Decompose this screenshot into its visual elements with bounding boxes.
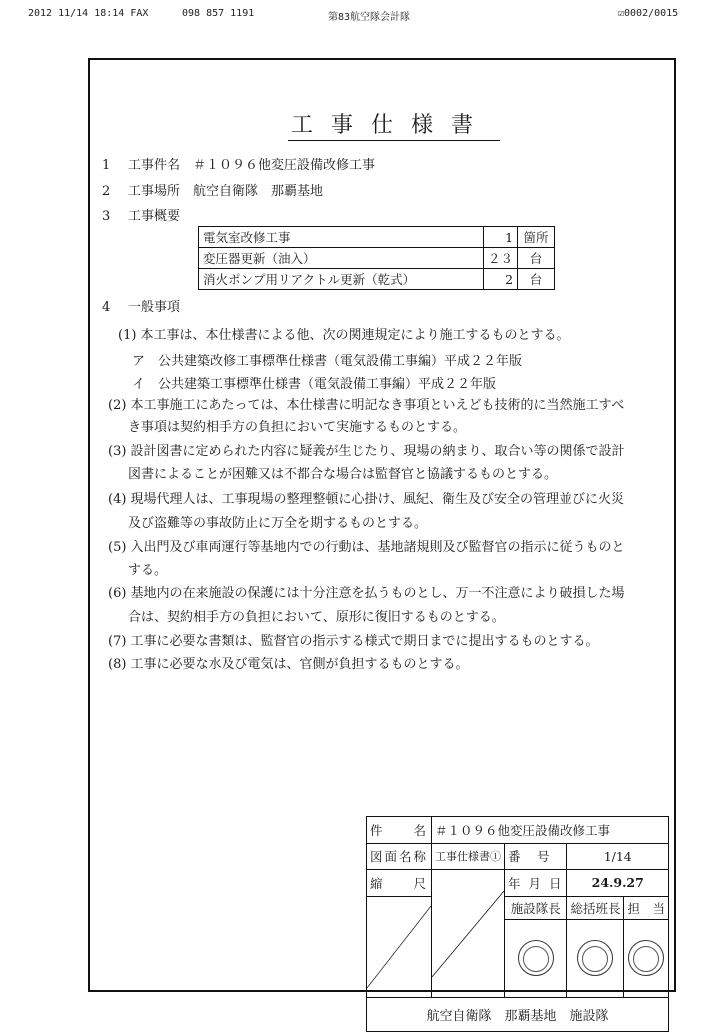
scale-strike — [367, 896, 432, 997]
strike-diagonal — [367, 906, 431, 988]
section-2-label: 工事場所 — [128, 184, 181, 199]
table-row — [367, 998, 669, 1032]
table-row — [367, 843, 669, 870]
strike-diagonal — [432, 891, 504, 977]
name-label: 件 名 — [367, 817, 432, 844]
organization: 航空自衛隊 那覇基地 施設隊 — [367, 998, 669, 1032]
date-label: 年 月 日 — [505, 870, 567, 897]
general-item-6-line-1: (6) 基地内の在来施設の保護には十分注意を払うものとし、万一不注意により破損した場 — [108, 586, 625, 601]
section-1 — [102, 154, 375, 173]
section-1-number: 1 — [102, 158, 111, 173]
overview-item: 消火ポンプ用リアクトル更新（乾式） — [199, 269, 484, 290]
table-row — [199, 248, 555, 269]
general-item-7: (7) 工事に必要な書類は、監督官の指示する様式で期日までに提出するものとする。 — [108, 634, 599, 649]
section-2 — [102, 180, 323, 199]
general-item-6-line-2: 合は、契約相手方の負担において、原形に復旧するものとする。 — [128, 610, 505, 625]
general-item-4-line-2: 及び盗難等の事故防止に万全を期するものとする。 — [128, 516, 428, 531]
overview-item: 変圧器更新（油入） — [199, 248, 484, 269]
general-item-5-line-2: する。 — [128, 563, 168, 578]
document-frame — [88, 58, 676, 1025]
scale-value-empty — [432, 870, 505, 998]
stamp-cell-chief — [567, 919, 624, 998]
section-4-label: 一般事項 — [128, 300, 181, 315]
section-4-number: 4 — [102, 300, 111, 315]
table-row — [199, 269, 555, 290]
name-value: ＃１０９６他変圧設備改修工事 — [432, 817, 669, 844]
drawing-name-value: 工事仕様書① — [432, 843, 505, 870]
date-value: 24.9.27 — [567, 870, 669, 897]
stamp-cell-staff — [624, 919, 669, 998]
title-underline — [288, 140, 500, 141]
section-3-number: 3 — [102, 209, 111, 224]
section-3 — [102, 205, 180, 224]
role-facility-commander: 施設隊長 — [505, 896, 567, 919]
overview-item: 電気室改修工事 — [199, 227, 484, 248]
overview-unit: 箇所 — [518, 227, 555, 248]
general-item-2-line-2: き事項は契約相手方の負担において実施するものとする。 — [128, 420, 467, 435]
number-label: 番 号 — [505, 843, 567, 870]
seal-stamp-icon — [628, 940, 664, 976]
table-row — [367, 817, 669, 844]
general-item-3-line-1: (3) 設計図書に定められた内容に疑義が生じたり、現場の納まり、取合い等の関係で設計 — [108, 444, 625, 459]
general-item-1a: ア 公共建築改修工事標準仕様書（電気設備工事編）平成２２年版 — [132, 354, 523, 369]
seal-stamp-icon — [518, 940, 554, 976]
section-2-number: 2 — [102, 184, 111, 199]
section-1-label: 工事件名 — [128, 158, 181, 173]
role-staff: 担 当 — [624, 896, 669, 919]
section-4 — [102, 296, 180, 315]
section-1-value: ＃１０９６他変圧設備改修工事 — [193, 158, 376, 173]
role-general-chief: 総括班長 — [567, 896, 624, 919]
scale-label: 縮 尺 — [367, 870, 432, 897]
general-item-8: (8) 工事に必要な水及び電気は、官側が負担するものとする。 — [108, 657, 469, 672]
overview-qty: ２３ — [484, 248, 518, 269]
title-block — [366, 816, 669, 1032]
overview-qty: 1 — [484, 227, 518, 248]
seal-stamp-icon — [577, 940, 613, 976]
general-item-1: (1) 本工事は、本仕様書による他、次の関連規定により施工するものとする。 — [118, 328, 570, 343]
general-item-2-line-1: (2) 本工事施工にあたっては、本仕様書に明記なき事項といえども技術的に当然施工すべ — [108, 398, 625, 413]
fax-sender: 第83航空隊会計隊 — [328, 12, 411, 23]
overview-table — [198, 226, 555, 290]
overview-unit: 台 — [518, 248, 555, 269]
fax-datetime: 2012 11/14 18:14 FAX — [28, 8, 149, 19]
section-3-label: 工事概要 — [128, 209, 181, 224]
section-2-value: 航空自衛隊 那覇基地 — [193, 184, 324, 199]
drawing-name-label: 図面名称 — [367, 843, 432, 870]
document-title: 工事仕様書 — [290, 113, 491, 138]
number-value: 1/14 — [567, 843, 669, 870]
general-item-4-line-1: (4) 現場代理人は、工事現場の整理整頓に心掛け、風紀、衛生及び安全の管理並びに火災 — [108, 492, 625, 507]
general-item-5-line-1: (5) 入出門及び車両運行等基地内での行動は、基地諸規則及び監督官の指示に従うものと — [108, 540, 625, 555]
table-row — [367, 870, 669, 897]
fax-page: ☑0002/0015 — [618, 8, 679, 19]
fax-number: 098 857 1191 — [182, 8, 255, 19]
table-row — [367, 896, 669, 919]
stamp-cell-commander — [505, 919, 567, 998]
overview-unit: 台 — [518, 269, 555, 290]
general-item-1b: イ 公共建築工事標準仕様書（電気設備工事編）平成２２年版 — [132, 377, 497, 392]
general-item-3-line-2: 図書によることが困難又は不都合な場合は監督官と協議するものとする。 — [128, 467, 558, 482]
table-row — [199, 227, 555, 248]
overview-qty: 2 — [484, 269, 518, 290]
